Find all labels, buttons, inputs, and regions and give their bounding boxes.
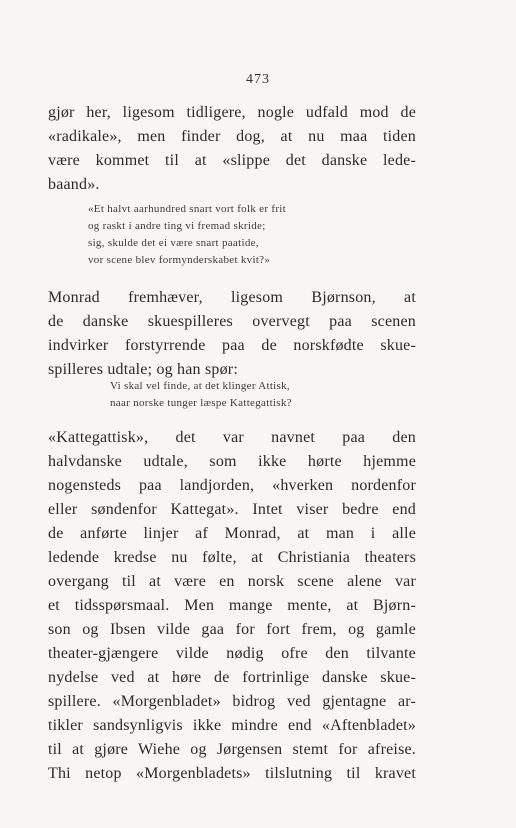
verse-line: «Et halvt aarhundred snart vort folk er frit [88, 203, 286, 215]
text-line: spilleres udtale; og han spør: [48, 361, 238, 378]
text-line: overgang til at være en norsk scene alene var [48, 573, 416, 590]
text-line: nogensteds paa landjorden, «hverken nordenfor [48, 477, 416, 494]
verse-line: sig, skulde det ei være snart paatide, [88, 237, 259, 249]
paragraph-1 [48, 101, 416, 197]
text-line: halvdanske udtale, som ikke hørte hjemme [48, 453, 416, 470]
verse-line: naar norske tunger læspe Kattegattisk? [110, 397, 292, 409]
text-line: de danske skuespilleres overvegt paa scenen [48, 313, 416, 330]
text-line: theater-gjængere vilde nødig ofre den tilvante [48, 645, 416, 662]
text-line: gjør her, ligesom tidligere, nogle udfald mod de [48, 104, 416, 121]
text-line: nydelse ved at høre de fortrinlige danske skue- [48, 669, 416, 686]
text-line: til at gjøre Wiehe og Jørgensen stemt for afreise. [48, 741, 416, 758]
paragraph-3 [48, 426, 416, 786]
text-line: indvirker forstyrrende paa de norskfødte skue- [48, 337, 416, 354]
verse-line: vor scene blev formynderskabet kvit?» [88, 254, 271, 266]
text-line: de anførte linjer af Monrad, at man i alle [48, 525, 416, 542]
text-line: Thi netop «Morgenbladets» tilslutning til kravet [48, 765, 416, 782]
text-line: ledende kredse nu følte, at Christiania theaters [48, 549, 416, 566]
text-line: et tidsspørsmaal. Men mange mente, at Bjørn- [48, 597, 416, 614]
page-number: 473 [246, 72, 270, 87]
text-line: spillere. «Morgenbladet» bidrog ved gjentagne ar- [48, 693, 416, 710]
text-line: Monrad fremhæver, ligesom Bjørnson, at [48, 289, 416, 306]
verse-line: Vi skal vel finde, at det klinger Attisk, [110, 380, 290, 392]
text-line: «Kattegattisk», det var navnet paa den [48, 429, 416, 446]
verse-quote-1 [88, 201, 286, 269]
text-line: tikler sandsynligvis ikke mindre end «Aftenbladet» [48, 717, 416, 734]
text-line: være kommet til at «slippe det danske lede- [48, 152, 416, 169]
text-line: «radikale», men finder dog, at nu maa tiden [48, 128, 416, 145]
verse-line: og raskt i andre ting vi fremad skride; [88, 220, 266, 232]
text-line: eller søndenfor Kattegat». Intet viser bedre end [48, 501, 416, 518]
text-line: baand». [48, 176, 100, 193]
text-line: son og Ibsen vilde gaa for fort frem, og gamle [48, 621, 416, 638]
paragraph-2 [48, 286, 416, 382]
verse-quote-2 [110, 378, 292, 412]
